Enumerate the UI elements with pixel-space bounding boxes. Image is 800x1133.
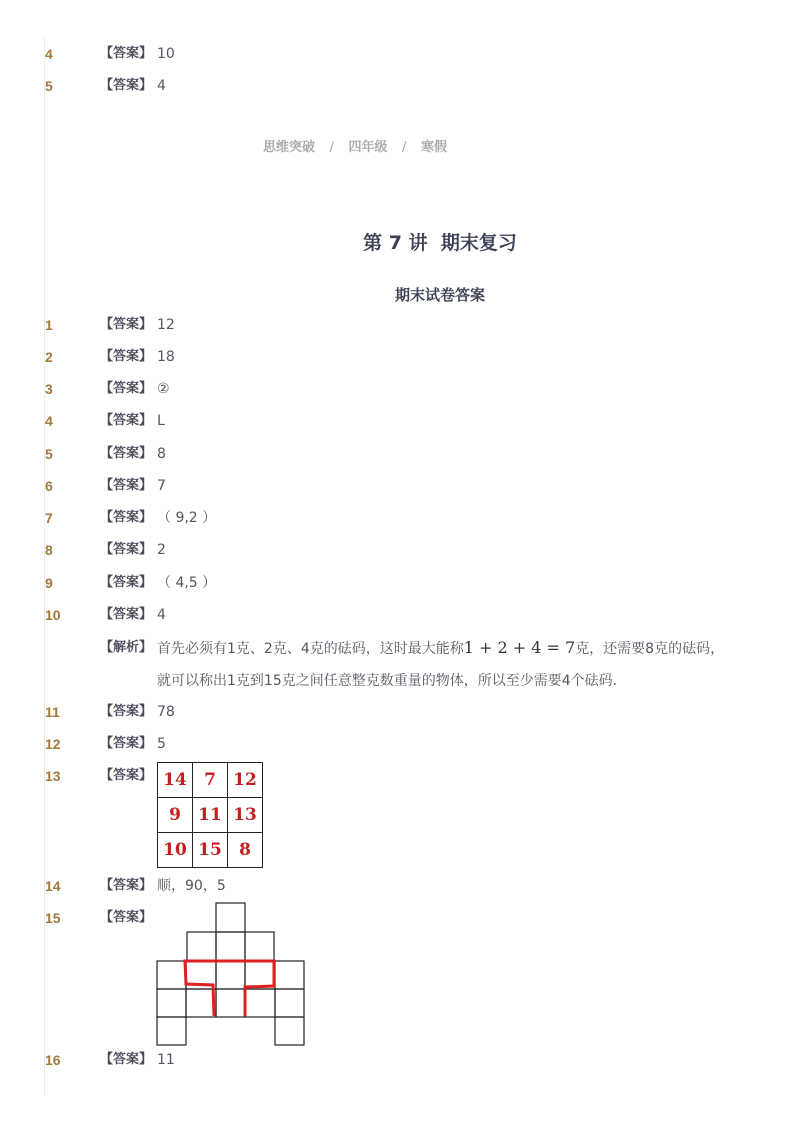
- answer-value: 78: [157, 704, 175, 720]
- left-margin-rule: [44, 36, 45, 1096]
- magic-cell: 13: [228, 798, 263, 833]
- footer-series: 思维突破: [263, 140, 316, 155]
- answer-tag: 【答案】: [100, 317, 153, 332]
- question-number: 7: [45, 510, 53, 526]
- magic-cell: 12: [228, 763, 263, 798]
- question-number: 4: [45, 413, 53, 429]
- lecture-title: 第 7 讲 期末复习: [363, 232, 517, 254]
- question-number: 13: [45, 768, 61, 784]
- answer-tag: 【答案】: [100, 413, 153, 428]
- answer-value: L: [157, 413, 165, 429]
- question-number: 4: [45, 46, 53, 62]
- footer-term: 寒假: [420, 140, 447, 155]
- grid-cell: [275, 961, 304, 989]
- analysis-tag: 【解析】: [100, 640, 153, 655]
- answer-tag: 【答案】: [100, 381, 153, 396]
- question-number: 10: [45, 607, 61, 623]
- question-number: 5: [45, 446, 53, 462]
- answer-tag: 【答案】: [100, 510, 153, 525]
- magic-cell: 15: [193, 833, 228, 868]
- question-number: 8: [45, 542, 53, 558]
- answer-value: （ 9,2 ）: [157, 510, 217, 526]
- answer-tag: 【答案】: [100, 768, 153, 783]
- answer-tag: 【答案】: [100, 910, 153, 925]
- grid-cell: [187, 932, 216, 961]
- grid-cell: [157, 1017, 186, 1045]
- answer-value: 4: [157, 78, 166, 94]
- answer-value: 18: [157, 349, 175, 365]
- grid-figure: [156, 902, 308, 1048]
- question-number: 1: [45, 317, 53, 333]
- answer-value: （ 4,5 ）: [157, 575, 217, 591]
- answer-tag: 【答案】: [100, 78, 153, 93]
- grid-cell: [216, 961, 245, 989]
- answer-tag: 【答案】: [100, 349, 153, 364]
- grid-cell: [216, 932, 245, 961]
- grid-cell: [216, 989, 245, 1017]
- analysis-formula: 1 + 2 + 4 = 7: [463, 638, 576, 657]
- answer-tag: 【答案】: [100, 542, 153, 557]
- question-number: 14: [45, 878, 61, 894]
- magic-cell: 11: [193, 798, 228, 833]
- grid-cell: [186, 989, 216, 1017]
- answer-value: 4: [157, 607, 166, 623]
- answer-tag: 【答案】: [100, 736, 153, 751]
- answer-tag: 【答案】: [100, 478, 153, 493]
- grid-cell: [245, 932, 274, 961]
- question-number: 3: [45, 381, 53, 397]
- analysis-text: 首先必须有1克、2克、4克的砝码，这时最大能称: [157, 641, 464, 657]
- magic-square: [157, 762, 263, 868]
- question-number: 9: [45, 575, 53, 591]
- grid-cell: [157, 989, 186, 1017]
- magic-cell: 8: [228, 833, 263, 868]
- footer-grade: 四年级: [348, 140, 388, 155]
- question-number: 2: [45, 349, 53, 365]
- footer-separator: /: [329, 140, 334, 155]
- answer-tag: 【答案】: [100, 1052, 153, 1067]
- page-footer: [0, 136, 710, 155]
- question-number: 15: [45, 910, 61, 926]
- analysis-line-1: [157, 638, 724, 659]
- answer-value: 12: [157, 317, 175, 333]
- analysis-line-2: 就可以称出1克到15克之间任意整克数重量的物体，所以至少需要4个砝码．: [157, 673, 627, 689]
- analysis-text: 克，还需要8克的砝码，: [575, 641, 725, 657]
- answer-value: 7: [157, 478, 166, 494]
- magic-cell: 10: [158, 833, 193, 868]
- magic-cell: 7: [193, 763, 228, 798]
- answer-value: 8: [157, 446, 166, 462]
- magic-cell: 14: [158, 763, 193, 798]
- grid-cells: [157, 903, 304, 1045]
- answer-value: 5: [157, 736, 166, 752]
- question-number: 5: [45, 78, 53, 94]
- answer-tag: 【答案】: [100, 446, 153, 461]
- answer-value: ②: [157, 381, 170, 397]
- footer-separator: /: [402, 140, 407, 155]
- answer-value: 10: [157, 46, 175, 62]
- grid-cell: [275, 989, 304, 1017]
- answer-tag: 【答案】: [100, 575, 153, 590]
- answer-tag: 【答案】: [100, 607, 153, 622]
- answer-value: 11: [157, 1052, 175, 1068]
- question-number: 16: [45, 1052, 61, 1068]
- answer-value: 2: [157, 542, 166, 558]
- question-number: 12: [45, 736, 61, 752]
- magic-cell: 9: [158, 798, 193, 833]
- answer-value: 顺，90，5: [157, 878, 226, 894]
- grid-cell: [275, 1017, 304, 1045]
- answer-tag: 【答案】: [100, 704, 153, 719]
- answer-tag: 【答案】: [100, 878, 153, 893]
- question-number: 6: [45, 478, 53, 494]
- question-number: 11: [45, 704, 60, 720]
- section-title: 期末试卷答案: [394, 286, 485, 304]
- answer-tag: 【答案】: [100, 46, 153, 61]
- grid-cell: [216, 903, 245, 932]
- grid-cell: [245, 989, 275, 1017]
- grid-cell: [157, 961, 186, 989]
